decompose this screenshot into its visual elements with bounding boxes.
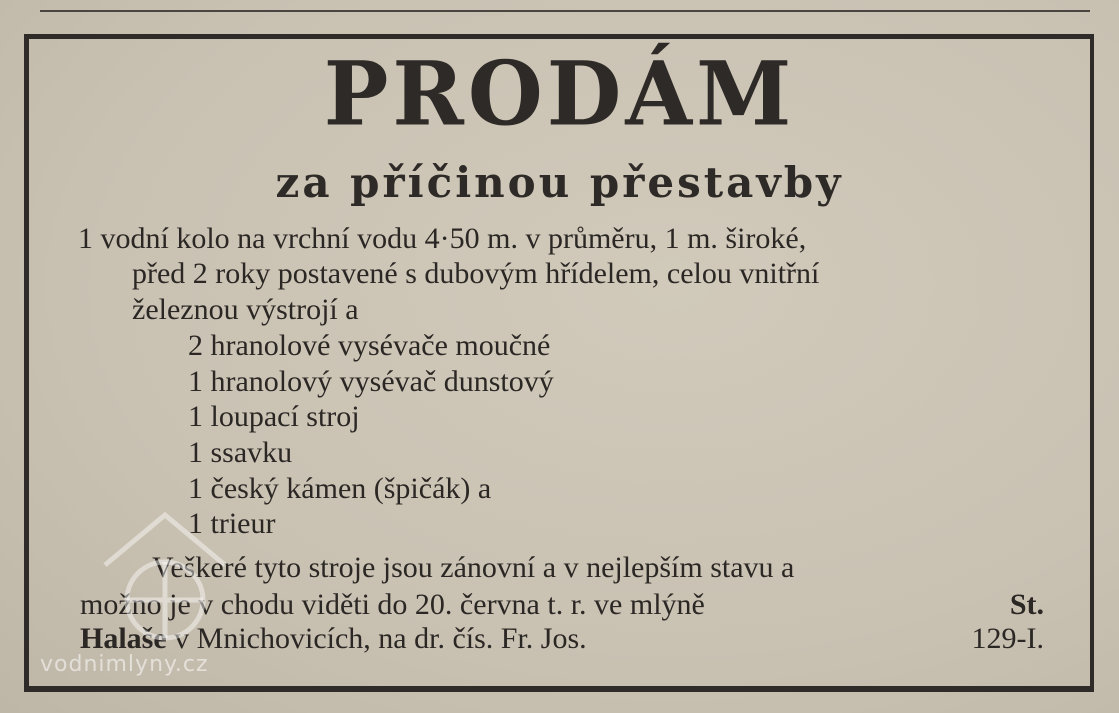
ad-closing-2-bold: St. [1009,588,1044,621]
ad-line-2: před 2 roky postavené s dubovým hřídelem, celou vnitřní [132,257,820,290]
ad-closing-2-text: možno je v chodu viděti do 20. června t. r. ve mlýně [80,588,705,621]
ad-item-6: 1 trieur [188,507,276,540]
ad-closing-1: Veškeré tyto stroje jsou zánovní a v nejlepším stavu a [152,551,795,584]
ad-item-2: 1 hranolový vysévač dunstový [188,365,554,398]
mill-watermark-icon [95,505,235,655]
ad-subheadline: za příčinou přestavby [275,158,844,207]
ad-item-4: 1 ssavku [188,436,293,469]
ad-headline: PRODÁM [323,42,796,147]
ad-closing-3-bold: Halaše [80,622,167,655]
ad-item-3: 1 loupací stroj [188,400,360,433]
ad-line-3: železnou výstrojí a [132,293,359,326]
ad-item-1: 2 hranolové vysévače moučné [188,329,551,362]
ad-item-5: 1 český kámen (špičák) a [188,472,492,505]
ad-line-1-text: 1 vodní kolo na vrchní vodu 4·50 m. v průměru, 1 m. široké, [78,222,807,255]
top-rule [40,10,1090,12]
ad-reference: 129-I. [971,622,1044,655]
ad-line-1 [78,224,1044,254]
watermark-text: vodnimlyny.cz [40,652,209,677]
ad-closing-3-text: v Mnichovicích, na dr. čís. Fr. Jos. [174,622,587,655]
